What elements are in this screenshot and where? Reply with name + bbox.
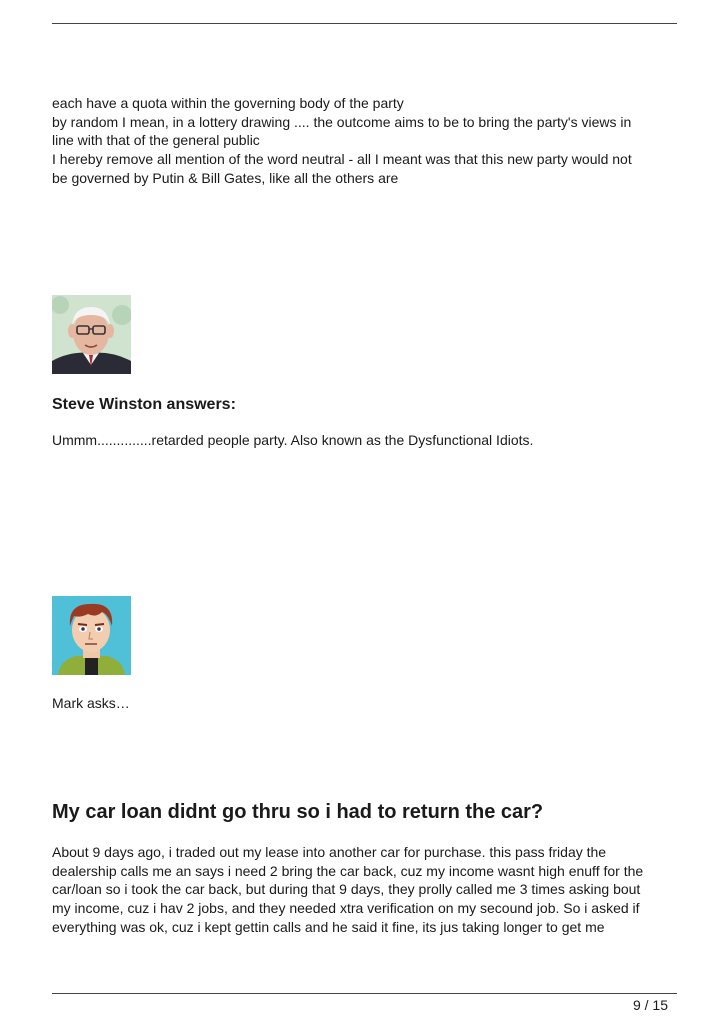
question-title: My car loan didnt go thru so i had to return the car? — [52, 801, 544, 823]
answer-heading: Steve Winston answers: — [52, 396, 236, 413]
intro-paragraph — [52, 94, 682, 188]
text-line: my income, cuz i hav 2 jobs, and they needed xtra verification on my secound job. So i asked if — [52, 900, 640, 917]
text-line: dealership calls me an says i need 2 bring the car back, cuz my income wasnt high enuff for the — [52, 862, 644, 879]
text-line: car/loan so i took the car back, but during that 9 days, they prolly called me 3 times asking bout — [52, 881, 641, 898]
header-rule — [52, 23, 677, 24]
text-line: I hereby remove all mention of the word neutral - all I meant was that this new party would not — [52, 151, 632, 168]
elderly-man-portrait-icon — [52, 295, 131, 374]
cartoon-man-avatar-icon — [52, 596, 131, 675]
text-line: everything was ok, cuz i kept gettin calls and he said it fine, its jus taking longer to get me — [52, 918, 605, 935]
asker-avatar — [52, 596, 131, 675]
answerer-avatar — [52, 295, 131, 374]
answer-text: Ummm..............retarded people party. Also known as the Dysfunctional Idiots. — [52, 432, 534, 448]
text-line: each have a quota within the governing body of the party — [52, 95, 404, 111]
page-number: 9 / 15 — [632, 997, 668, 1013]
asker-label: Mark asks… — [52, 695, 130, 711]
text-line: About 9 days ago, i traded out my lease into another car for purchase. this pass friday the — [52, 844, 607, 860]
text-line: line with that of the general public — [52, 132, 260, 149]
text-line: by random I mean, in a lottery drawing .... the outcome aims to be to bring the party's views in — [52, 113, 632, 130]
text-line: be governed by Putin & Bill Gates, like all the others are — [52, 169, 399, 186]
question-body — [52, 843, 682, 937]
footer-rule — [52, 993, 677, 994]
